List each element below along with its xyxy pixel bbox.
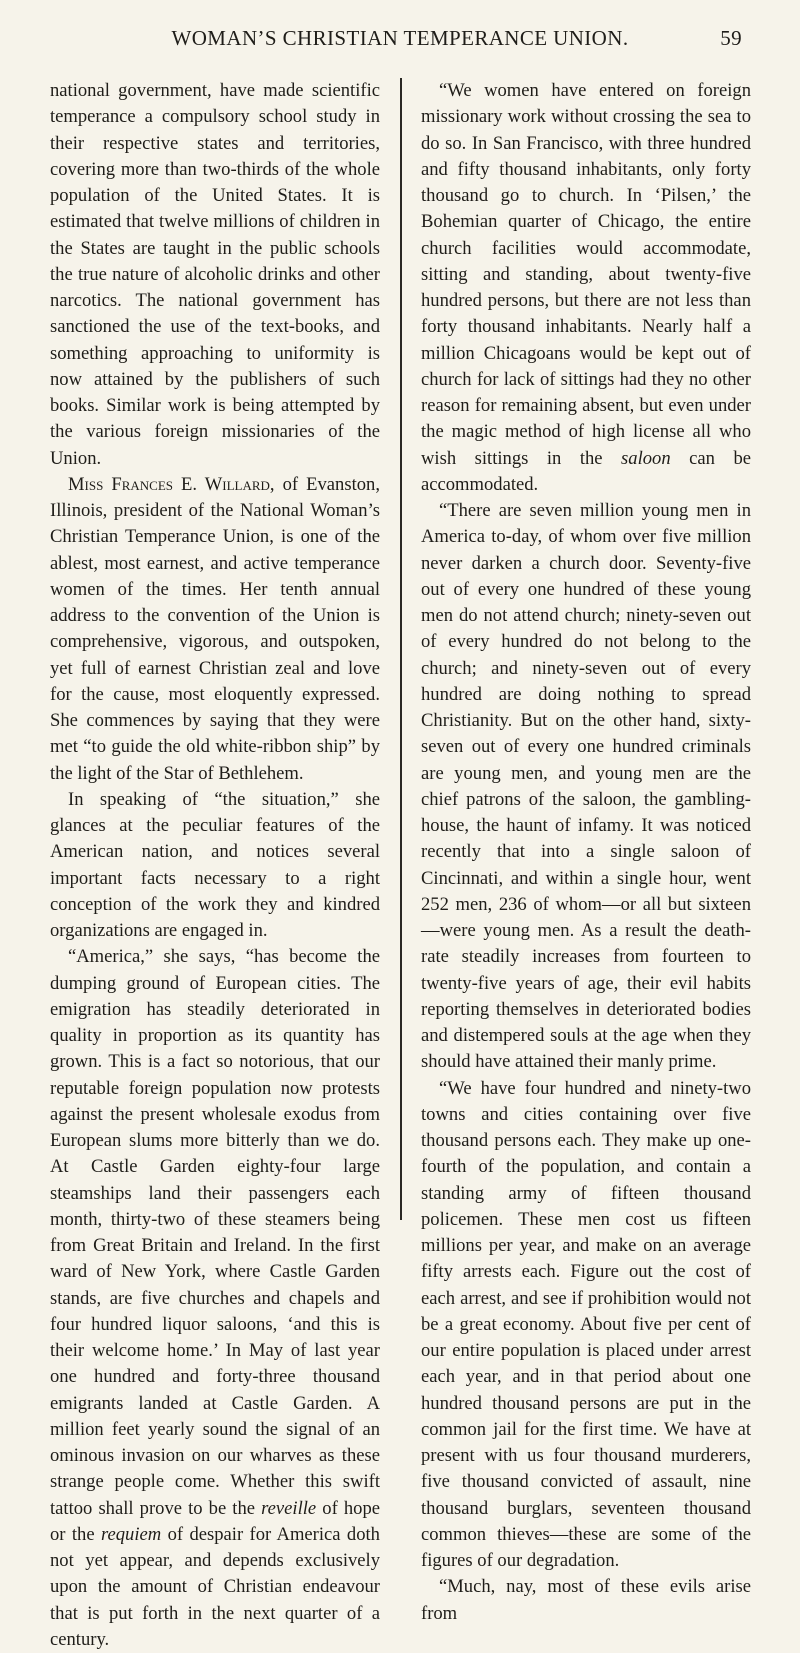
paragraph-text: of hope or the (50, 1497, 380, 1545)
paragraph: “Much, nay, most of these evils arise from (421, 1576, 751, 1624)
paragraph: In speaking of “the situation,” she glances at the peculiar features of the American nation, and notices several important facts necessary to a right conception of the work they and kindred organizations are engaged in. (50, 788, 380, 941)
paragraph-text: of Evanston, Illinois, president of the National Woman’s Christian Temperance Union, is one of the ablest, most earnest, and active temperance women of the times. Her tenth annual address to the convention of the Union is comprehensive, vigorous, and outspoken, yet full of earnest Christian zeal and love for the cause, most eloquently expressed. She commences by saying that they were met “to guide the old white-ribbon ship” by the light of the Star of Bethlehem. (50, 473, 380, 784)
italic-term: requiem (100, 1523, 162, 1545)
paragraph-text: can be accommodated. (421, 447, 751, 495)
paragraph-text: of despair for America doth not yet appear, and depends exclusively upon the amount of Christian endeavour that is put forth in the next quarter of a century. (50, 1523, 380, 1650)
column-divider (400, 78, 402, 1220)
italic-term: reveille (261, 1497, 317, 1519)
paragraph: national government, have made scientific temperance a compulsory school study in their respective states and territories, covering more than two-thirds of the whole population of the United States. It is estimated that twelve millions of children in the States are taught in the public schools the true nature of alcoholic drinks and other narcotics. The national government has sanctioned the use of the text-books, and something approaching to uniformity is now attained by the publishers of such books. Similar work is being attempted by the various foreign missionaries of the Union. (50, 80, 380, 469)
paragraph (421, 78, 751, 498)
paragraph: “We have four hundred and ninety-two towns and cities containing over five thousand persons each. They make up one-fourth of the population, and contain a standing army of fifteen thousand policemen. These men cost us fifteen millions per year, and make on an average fifty arrests each. Figure out the cost of each arrest, and see if prohibition would not be a great economy. About five per cent of our entire population is placed under arrest each year, and in that period about one hundred thousand persons are put in the common jail for the first time. We have at present with us four thousand murderers, five thousand convicted of assault, nine thousand burglars, seventeen thousand common thieves—these are some of the figures of our degradation. (421, 1077, 751, 1571)
paragraph: “There are seven million young men in America to-day, of whom over five million never darken a church door. Seventy-five out of every one hundred of these young men do not attend church; ninety-seven out of every hundred do not belong to the church; and ninety-seven out of every hundred are doing nothing to spread Christianity. But on the other hand, sixty-seven out of every one hundred criminals are young men, and young men are the chief patrons of the saloon, the gambling-house, the haunt of infamy. It was noticed recently that into a single saloon of Cincinnati, and within a single hour, went 252 men, 236 of whom—or all but sixteen—were young men. As a result the death-rate steadily increases from fourteen to twenty-five years of age, their evil habits reporting themselves in deteriorated bodies and distempered souls at the age when they should have attained their manly prime. (421, 500, 751, 1073)
person-name: Miss Frances E. Willard, (68, 473, 275, 495)
paragraph-text: “We women have entered on foreign missionary work without crossing the sea to do so. In San Francisco, with three hundred and fifty thousand inhabitants, only forty thousand go to church. In ‘Pilsen,’ the Bohemian quarter of Chicago, the entire church facilities would accommodate, sitting and standing, about twenty-five hundred persons, but there are not less than forty thousand inhabitants. Nearly half a million Chicagoans would be kept out of church for lack of sittings had they no other reason for remaining absent, but even under the magic method of high license all who wish sittings in the (421, 80, 751, 469)
italic-term: saloon (621, 447, 671, 469)
page-number: 59 (720, 26, 742, 50)
right-column (421, 78, 751, 1627)
running-header (50, 26, 750, 56)
paragraph (50, 472, 380, 787)
paragraph-text: “America,” she says, “has become the dumping ground of European cities. The emigration has steadily deteriorated in quality in proportion as its quantity has grown. This is a fact so notorious, that our reputable foreign population now protests against the present wholesale exodus from European slums more bitterly than we do. At Castle Garden eighty-four large steamships land their passengers each month, thirty-two of these steamers being from Great Britain and Ireland. In the first ward of New York, where Castle Garden stands, are five churches and chapels and four hundred liquor saloons, ‘and this is their welcome home.’ In May of last year one hundred and forty-three thousand emigrants landed at Castle Garden. A million feet yearly sound the signal of an ominous invasion on our wharves as these strange people come. Whether this swift tattoo shall prove to be the (50, 946, 380, 1519)
running-title: WOMAN’S CHRISTIAN TEMPERANCE UNION. (171, 26, 629, 50)
paragraph (50, 944, 380, 1653)
left-column (50, 78, 380, 1653)
